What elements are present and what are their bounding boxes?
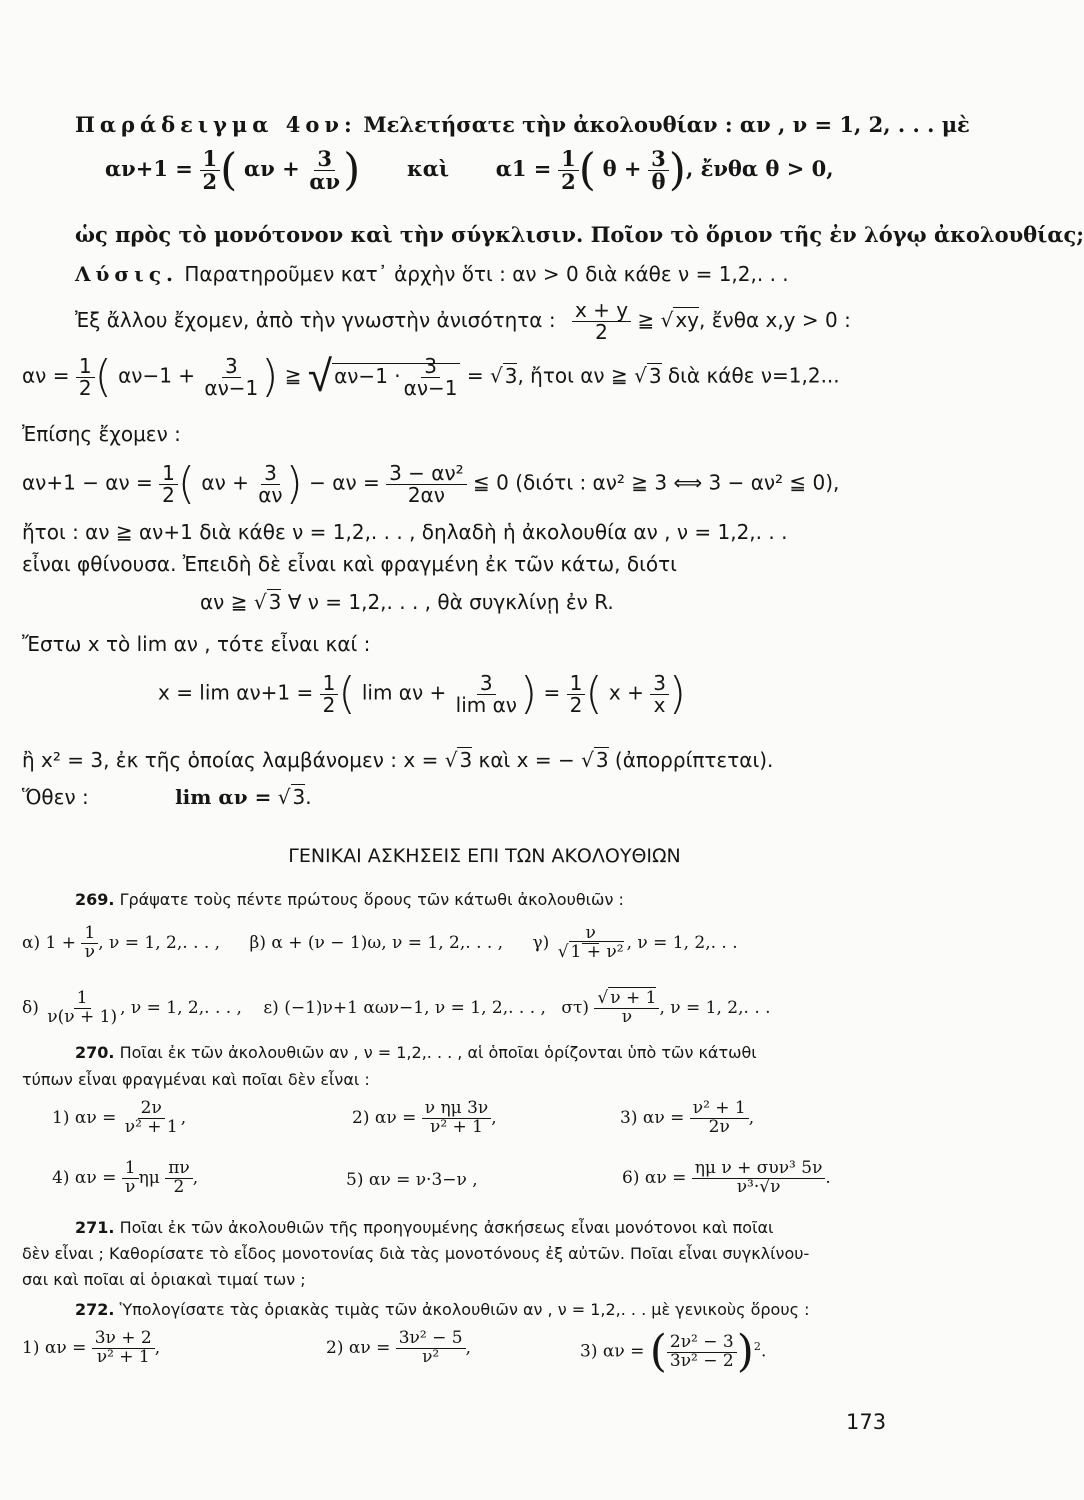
ex271-line2: δὲν εἶναι ; Καθορίσατε τὸ εἶδος μονοτονίας διὰ τὰς μονοτόνους ἐξ αὐτῶν. Ποῖαι εἶναι συγκλίνου- <box>22 1244 810 1263</box>
fraction-half-5: $\frac{1}{2}$ <box>320 673 339 716</box>
ex270-item5: 5) αν = ν·3−ν , <box>346 1170 478 1190</box>
solution-line-1 <box>75 262 789 286</box>
example-question: ὡς πρὸς τὸ μονότονον καὶ τὴν σύγκλισιν. Ποῖον τὸ ὅριον τῆς ἐν λόγῳ ἀκολουθίας; <box>75 222 1084 247</box>
fraction-half: $\frac{1}{2}$ <box>200 148 221 193</box>
rec-inner: αν + <box>244 156 300 182</box>
ex272-item3: 3) αν = ( $\frac{\text{2ν² − 3}}{\text{3ν² − 2}}$ )$^2$. <box>580 1326 767 1377</box>
ex270-item2: 2) αν = $\frac{\text{ν ημ 3ν}}{\text{ν² + 1}}$ , <box>352 1098 497 1137</box>
ex270-number: 270. <box>75 1043 115 1062</box>
ex270-frac1: $\frac{2\nu}{\text{ν² + 1}}$ <box>124 1098 178 1137</box>
ex272-frac2: $\frac{\text{3ν² − 5}}{\text{ν²}}$ <box>396 1330 466 1367</box>
solution-l1-text: Παρατηροῦμεν κατ᾽ ἀρχὴν ὅτι : αν > 0 διὰ κάθε ν = 1,2,. . . <box>184 262 789 286</box>
solution-line-7: εἶναι φθίνουσα. Ἐπειδὴ δὲ εἶναι καὶ φραγμένη ἐκ τῶν κάτω, διότι <box>22 552 677 576</box>
solution-line-11: ἢ x² = 3, ἐκ τῆς ὁποίας λαμβάνομεν : x = √ 3 καὶ x = − √ 3 (ἀπορρίπτεται). <box>22 748 774 772</box>
fraction-3-over-an1-b: $\frac{3}{\alpha\nu-1}$ <box>403 353 458 400</box>
fraction-3-over-lim: $\frac{3}{\text{lim αν}}$ <box>455 670 517 717</box>
solution-line-12: Ὅθεν : lim αν = √ 3. <box>22 785 312 809</box>
ex271-line1: 271. Ποῖαι ἐκ τῶν ἀκολουθιῶν τῆς προηγουμένης ἀσκήσεως εἶναι μονότονοι καὶ ποῖαι <box>75 1218 774 1237</box>
page-number: 173 <box>846 1410 887 1434</box>
solution-label: Λύσις. <box>75 262 178 286</box>
ex270-frac3: $\frac{\text{ν² + 1}}{2\nu}$ <box>690 1100 749 1137</box>
ex271-line3: σαι καὶ ποῖαι αἱ ὁριακαὶ τιμαί των ; <box>22 1270 306 1289</box>
solution-line-9: Ἔστω x τὸ lim αν , τότε εἶναι καί : <box>22 632 371 656</box>
fraction-3-over-an1: $\frac{3}{\alpha\nu-1}$ <box>204 353 259 400</box>
ex269-number: 269. <box>75 890 115 909</box>
and-word: καὶ <box>406 156 450 182</box>
ex270-frac6: ημ ν + συν³ 5ν ν³·√ν <box>692 1160 826 1197</box>
rec-lhs: αν+1 = <box>105 156 193 182</box>
fraction-half-6: $\frac{1}{2}$ <box>567 673 586 716</box>
solution-line-3: αν = $\frac{1}{2}$ ( αν−1 + $\frac{3}{\alpha\nu-1}$ ) ≧ √ αν−1 · $\frac{3}{\alpha\nu-1}$ = √ 3, ἤτοι αν ≧ √ 3 διὰ κάθε ν=1,2... <box>22 351 840 402</box>
fraction-3-over-x: $\frac{3}{x}$ <box>650 673 669 716</box>
ex269-heading: 269. Γράψατε τοὺς πέντε πρώτους ὅρους τῶν κάτωθι ἀκολουθιῶν : <box>75 890 624 909</box>
ex270-line2: τύπων εἶναι φραγμέναι καὶ ποῖαι δὲν εἶναι : <box>22 1070 370 1089</box>
example-intro: Μελετήσατε τὴν ἀκολουθίαν : αν , ν = 1, 2, . . . μὲ <box>363 112 970 137</box>
recurrence-formula: αν+1 = $\frac{1}{2}$ ( αν + $\frac{3}{\alpha\nu}$ ) καὶ α1 = $\frac{1}{2}$ ( θ + $\frac{3}{\theta}$ ), ἔνθα θ > 0, <box>105 144 834 196</box>
fraction-3-minus-an2: $\frac{\text{3 − αν²}}{2\alpha\nu}$ <box>386 463 467 506</box>
fraction-sqrt-nu1-over-nu: $\frac{√ \nu + 1}{\nu}$ <box>594 990 659 1027</box>
fraction-half-4: $\frac{1}{2}$ <box>159 463 178 506</box>
fraction-1-over-nu-nu1: $\frac{1}{\nu(\nu + 1)}$ <box>47 988 118 1027</box>
solution-line-10: x = lim αν+1 = $\frac{1}{2}$ ( lim αν + $\frac{3}{\text{lim αν}}$ ) = $\frac{1}{2}$ ( x + $\frac{3}{x}$ ) <box>158 668 687 719</box>
ex272-exponent: 2 <box>753 1339 761 1353</box>
fraction-half-2: $\frac{1}{2}$ <box>558 148 579 193</box>
where-text: , ἔνθα θ > 0, <box>685 156 834 182</box>
ex270-frac4b: $\frac{\pi\nu}{2}$ <box>165 1160 193 1197</box>
fraction-xy-over-2: $\frac{x + y}{2}$ <box>572 300 631 343</box>
ex272-heading: 272. Ὑπολογίσατε τὰς ὁριακὰς τιμὰς τῶν ἀκολουθιῶν αν , ν = 1,2,. . . μὲ γενικοὺς ὅρους : <box>75 1300 810 1319</box>
solution-line-4: Ἐπίσης ἔχομεν : <box>22 422 181 446</box>
example-label: Παράδειγμα 4ον: <box>75 112 357 137</box>
ex271-number: 271. <box>75 1218 115 1237</box>
solution-line-5: αν+1 − αν = $\frac{1}{2}$ ( αν + $\frac{3}{\alpha\nu}$ ) − αν = $\frac{\text{3 − αν²}}{2\alpha\nu}$ ≦ 0 (διότι : αν² ≧ 3 ⟺ 3 − αν² ≦ 0), <box>22 458 840 509</box>
ex272-number: 272. <box>75 1300 115 1319</box>
sqrt-xy: xy <box>675 308 700 332</box>
ex270-frac2: $\frac{\text{ν ημ 3ν}}{\text{ν² + 1}}$ <box>422 1100 492 1137</box>
ex270-item3: 3) αν = $\frac{\text{ν² + 1}}{2\nu}$ , <box>620 1098 755 1137</box>
fraction-3-over-an: $\frac{3}{\alpha\nu}$ <box>258 460 283 507</box>
ex272-item1: 1) αν = $\frac{3\nu + 2}{\text{ν² + 1}}$ , <box>22 1328 161 1367</box>
example-heading <box>75 112 970 137</box>
ex270-item1: 1) αν = $\frac{2\nu}{\text{ν² + 1}}$ , <box>52 1098 187 1137</box>
solution-line-2: Ἐξ ἄλλου ἔχομεν, ἀπὸ τὴν γνωστὴν ἀνισότητα : $\frac{x + y}{2}$ ≧ √ xy, ἔνθα x,y > 0 : <box>75 298 851 344</box>
ex272-frac1: $\frac{3\nu + 2}{\text{ν² + 1}}$ <box>92 1330 155 1367</box>
fraction-1-over-nu: $\frac{1}{\nu}$ <box>81 925 98 962</box>
fraction-three-over-theta: $\frac{3}{\theta}$ <box>648 148 669 193</box>
ex272-frac3: $\frac{\text{2ν² − 3}}{\text{3ν² − 2}}$ <box>667 1334 737 1371</box>
fraction-three-over-a: $\frac{3}{\alpha\nu}$ <box>309 146 341 195</box>
ex270-item6: 6) αν = ημ ν + συν³ 5ν ν³·√ν . <box>622 1158 831 1197</box>
section-title: ΓΕΝΙΚΑΙ ΑΣΚΗΣΕΙΣ ΕΠΙ ΤΩΝ ΑΚΟΛΟΥΘΙΩΝ <box>288 845 681 867</box>
ex272-item2: 2) αν = $\frac{\text{3ν² − 5}}{\text{ν²}}$ , <box>326 1328 471 1367</box>
ex269-row2: δ) $\frac{1}{\nu(\nu + 1)}$ , ν = 1, 2,. . . , ε) (−1)ν+1 αων−1, ν = 1, 2,. . . , στ) $\frac{√ \nu + 1}{\nu}$ , ν = 1, 2,. . . <box>22 988 771 1027</box>
fraction-half-3: $\frac{1}{2}$ <box>76 356 95 399</box>
a1-lhs: α1 = <box>495 156 552 182</box>
ex269-row1: α) 1 + $\frac{1}{\nu}$ , ν = 1, 2,. . . , β) α + (ν − 1)ω, ν = 1, 2,. . . , γ) $\frac{\nu}{\text{√ 1 + ν²}}$ , ν = 1, 2,. . . <box>22 923 738 962</box>
ex270-item4: 4) αν = $\frac{1}{\nu}$ ημ $\frac{\pi\nu}{2}$ , <box>52 1158 199 1197</box>
solution-line-6: ἤτοι : αν ≧ αν+1 διὰ κάθε ν = 1,2,. . . , δηλαδὴ ἡ ἀκολουθία αν , ν = 1,2,. . . <box>22 520 788 544</box>
a1-inner: θ + <box>602 156 642 182</box>
ex270-line1: 270. Ποῖαι ἐκ τῶν ἀκολουθιῶν αν , ν = 1,2,. . . , αἱ ὁποῖαι ὁρίζονται ὑπὸ τῶν κάτωθι <box>75 1043 757 1062</box>
ex270-frac4: $\frac{1}{\nu}$ <box>122 1160 139 1197</box>
fraction-nu-over-sqrt: $\frac{\nu}{\text{√ 1 + ν²}}$ <box>557 923 624 962</box>
solution-line-8: αν ≧ √ 3 ∀ ν = 1,2,. . . , θὰ συγκλίνῃ ἐν R. <box>200 590 614 614</box>
